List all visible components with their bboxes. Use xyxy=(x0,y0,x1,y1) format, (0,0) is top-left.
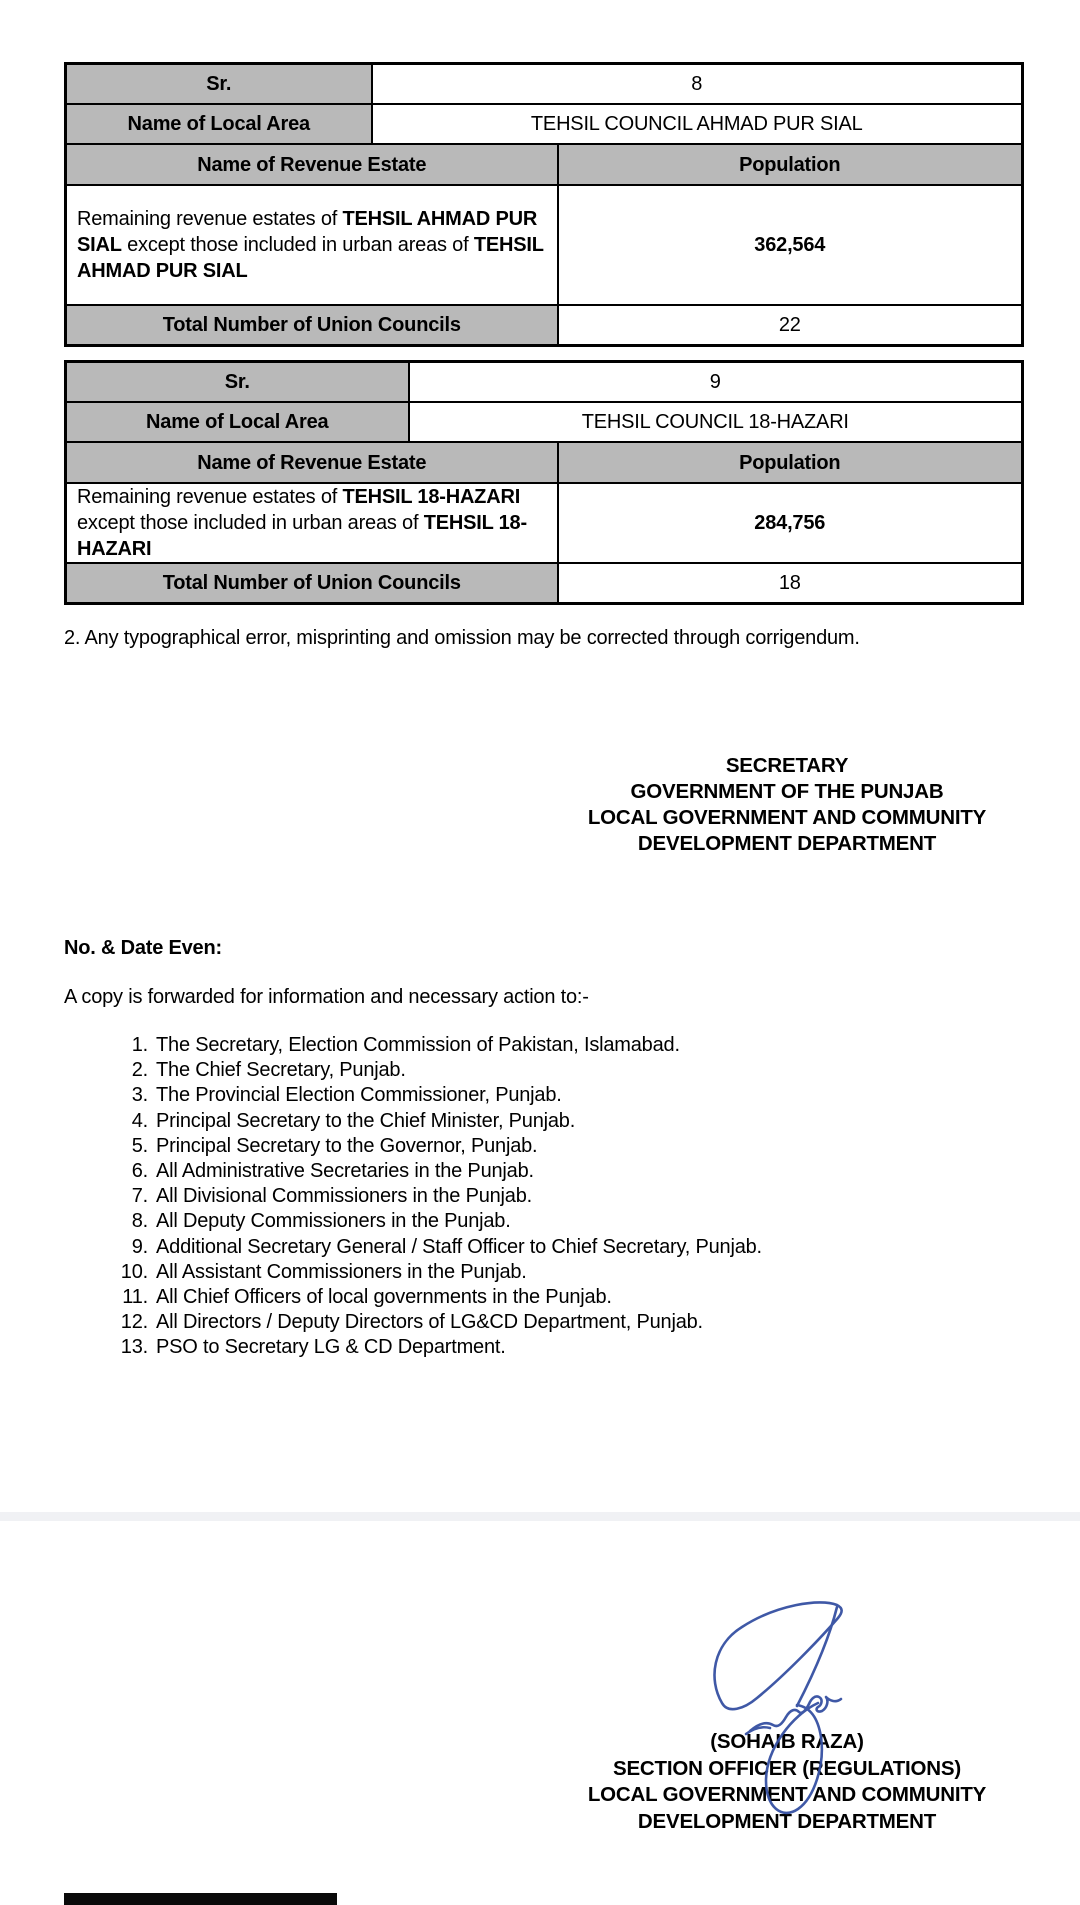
recipient-item xyxy=(64,1209,964,1234)
copy-forwarded-intro: A copy is forwarded for information and necessary action to:- xyxy=(64,986,589,1008)
recipient-text: All Chief Officers of local governments in the Punjab. xyxy=(156,1286,612,1309)
revenue-estate-header-cell: Name of Revenue Estate xyxy=(66,144,558,185)
recipient-text: Principal Secretary to the Chief Minister, Punjab. xyxy=(156,1109,576,1132)
recipient-text: The Secretary, Election Commission of Pakistan, Islamabad. xyxy=(156,1034,680,1056)
local-area-label-cell: Name of Local Area xyxy=(66,104,372,144)
no-date-even-label: No. & Date Even: xyxy=(64,937,222,959)
recipient-text: All Assistant Commissioners in the Punjab. xyxy=(156,1260,527,1283)
secretary-govt-line: GOVERNMENT OF THE PUNJAB xyxy=(630,780,944,803)
corrigendum-note: 2. Any typographical error, misprinting and omission may be corrected through corrigendum. xyxy=(64,627,860,649)
table-row xyxy=(66,64,1023,105)
recipient-item xyxy=(64,1134,964,1159)
population-value-cell: 284,756 xyxy=(558,483,1023,563)
table-row xyxy=(66,442,1023,483)
recipient-item xyxy=(64,1310,964,1335)
signatory-title: SECTION OFFICER (REGULATIONS) xyxy=(612,1756,961,1780)
table-row xyxy=(66,185,1023,305)
recipient-number: 6. xyxy=(131,1160,148,1183)
recipient-text: Principal Secretary to the Governor, Punjab. xyxy=(156,1134,538,1157)
table-row xyxy=(66,563,1023,604)
secretary-dept-line1: LOCAL GOVERNMENT AND COMMUNITY xyxy=(587,806,987,829)
sr-label-cell: Sr. xyxy=(66,362,409,403)
revenue-estate-header-cell: Name of Revenue Estate xyxy=(66,442,558,483)
recipient-text: All Directors / Deputy Directors of LG&CD Department, Punjab. xyxy=(156,1311,703,1334)
recipient-number: 11. xyxy=(122,1286,148,1309)
local-area-table-sr8 xyxy=(64,62,1024,347)
total-uc-value-cell: 18 xyxy=(558,563,1023,604)
recipient-item xyxy=(64,1033,964,1058)
recipient-number: 2. xyxy=(131,1059,148,1082)
recipient-text: All Administrative Secretaries in the Punjab. xyxy=(156,1160,534,1183)
population-value-cell: 362,564 xyxy=(558,185,1023,305)
recipient-text: The Provincial Election Commissioner, Punjab. xyxy=(156,1084,562,1107)
page-separator-band xyxy=(0,1512,1080,1521)
table-row xyxy=(66,144,1023,185)
recipient-text: All Divisional Commissioners in the Punjab. xyxy=(156,1185,532,1208)
recipient-number: 3. xyxy=(131,1084,148,1107)
table-row xyxy=(66,483,1023,563)
recipient-text: The Chief Secretary, Punjab. xyxy=(156,1059,406,1082)
local-area-table-sr9 xyxy=(64,360,1024,605)
recipient-number: 8. xyxy=(131,1210,148,1233)
signatory-name: (SOHAIB RAZA) xyxy=(710,1730,864,1753)
recipient-list xyxy=(64,1033,964,1361)
signatory-dept-line2: DEVELOPMENT DEPARTMENT xyxy=(637,1809,937,1833)
sr-value-cell: 8 xyxy=(372,64,1023,105)
secretary-title: SECRETARY xyxy=(725,754,849,777)
signatory-dept-line1: LOCAL GOVERNMENT AND COMMUNITY xyxy=(587,1783,987,1806)
recipient-item xyxy=(64,1285,964,1310)
recipient-item xyxy=(64,1260,964,1285)
table-row xyxy=(66,305,1023,346)
secretary-dept-line2: DEVELOPMENT DEPARTMENT xyxy=(637,832,937,855)
table-row xyxy=(66,402,1023,442)
recipient-item xyxy=(64,1335,964,1360)
recipient-number: 10. xyxy=(120,1260,148,1283)
recipient-item xyxy=(64,1235,964,1260)
table-row xyxy=(66,362,1023,403)
recipient-number: 13. xyxy=(120,1336,148,1359)
recipient-text: Additional Secretary General / Staff Officer to Chief Secretary, Punjab. xyxy=(156,1235,762,1258)
recipient-number: 1. xyxy=(131,1034,148,1056)
total-uc-label-cell: Total Number of Union Councils xyxy=(66,305,558,346)
table-row xyxy=(66,104,1023,144)
recipient-item xyxy=(64,1159,964,1184)
recipient-number: 7. xyxy=(131,1185,148,1208)
local-area-label-cell: Name of Local Area xyxy=(66,402,409,442)
recipient-number: 4. xyxy=(131,1109,148,1132)
next-table-cut-off-border xyxy=(64,1893,337,1905)
local-area-value-cell: TEHSIL COUNCIL AHMAD PUR SIAL xyxy=(372,104,1023,144)
revenue-estate-description-cell: Remaining revenue estates of TEHSIL 18-HAZARI except those included in urban areas of TEHSIL 18-HAZARI xyxy=(66,483,558,563)
recipient-item xyxy=(64,1109,964,1134)
recipient-number: 9. xyxy=(131,1235,148,1258)
recipient-text: PSO to Secretary LG & CD Department. xyxy=(156,1336,506,1359)
handwritten-signature-icon xyxy=(700,1597,878,1825)
recipient-number: 12. xyxy=(120,1311,148,1334)
sr-value-cell: 9 xyxy=(409,362,1023,403)
recipient-item xyxy=(64,1184,964,1209)
total-uc-value-cell: 22 xyxy=(558,305,1023,346)
population-header-cell: Population xyxy=(558,144,1023,185)
sr-label-cell: Sr. xyxy=(66,64,372,105)
population-header-cell: Population xyxy=(558,442,1023,483)
total-uc-label-cell: Total Number of Union Councils xyxy=(66,563,558,604)
local-area-value-cell: TEHSIL COUNCIL 18-HAZARI xyxy=(409,402,1023,442)
recipient-item xyxy=(64,1058,964,1083)
recipient-item xyxy=(64,1083,964,1108)
recipient-number: 5. xyxy=(131,1134,148,1157)
revenue-estate-description-cell: Remaining revenue estates of TEHSIL AHMAD PUR SIAL except those included in urban areas of TEHSIL AHMAD PUR SIAL xyxy=(66,185,558,305)
secretary-block xyxy=(552,753,1022,857)
recipient-text: All Deputy Commissioners in the Punjab. xyxy=(156,1210,511,1233)
